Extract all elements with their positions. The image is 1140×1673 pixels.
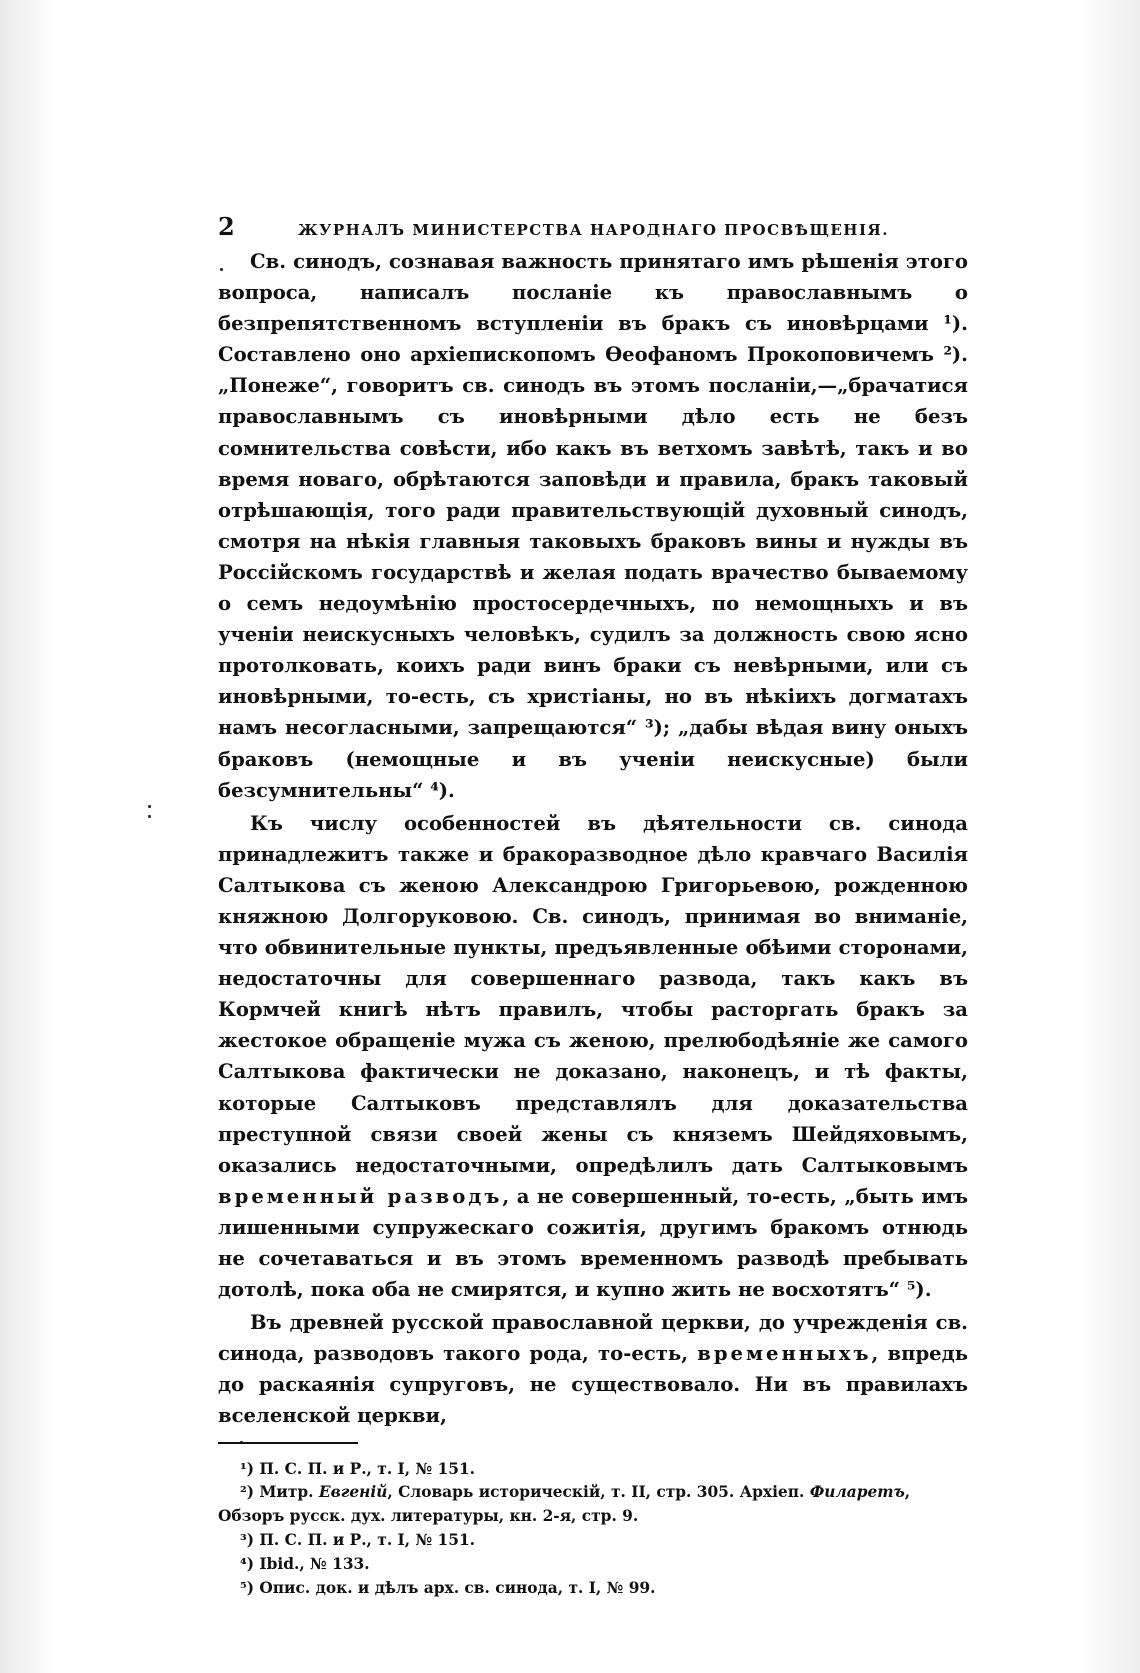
footnote-author-2: Филаретъ	[809, 1483, 905, 1502]
paragraph-2-text-a: Къ числу особенностей въ дѣятельности св. синода принадлежитъ также и бракоразводное дѣло кравчаго Василія Салтыкова съ женою Александрою Григорьевою, рожденною княжною Долгоруковою. Св. синодъ, принимая во вниманіе, что обвинительные пункты, предъявленные обѣими сторонами, недостаточны для совершеннаго развода, такъ какъ въ Кормчей книгѣ нѣтъ правилъ, чтобы расторгать бракъ за жестокое обращеніе мужа съ женою, прелюбодѣяніе же самого Салтыкова фактически не доказано, наконецъ, и тѣ факты, которые Салтыковъ представлялъ для доказательства преступной связи своей жены съ княземъ Шейдяховымъ, оказались недостаточными, опредѣлилъ дать Салтыковымъ	[218, 811, 968, 1177]
footnote-mark: ⁵)	[240, 1578, 255, 1597]
footnote-text-a: Митр.	[259, 1483, 319, 1502]
paragraph-3-text-b: , впредь до раскаянія супруговъ, не существовало. Ни въ правилахъ вселенской церкви,	[218, 1342, 969, 1428]
page-number: 2	[218, 212, 235, 241]
scan-right-edge	[1078, 0, 1140, 1673]
paragraph-3-emphasis: временныхъ	[697, 1342, 872, 1366]
footnote-5	[240, 1577, 968, 1601]
footnote-text-b: , Словарь историческій, т. II, стр. 305. Архіеп.	[387, 1483, 810, 1502]
paragraph-3	[218, 1307, 968, 1431]
paragraph-1: Св. синодъ, сознавая важность принятаго имъ рѣшенія этого вопроса, написалъ посланіе къ православнымъ о безпрепятственномъ вступленіи въ бракъ съ иновѣрцами ¹). Составлено оно архіепископомъ Ѳеофаномъ Прокоповичемъ ²). „Понеже“, говоритъ св. синодъ въ этомъ посланіи,—„брачатися православнымъ съ иновѣрными дѣло есть не безъ сомнительства совѣсти, ибо какъ въ ветхомъ завѣтѣ, такъ и во время новаго, обрѣтаются заповѣди и правила, бракъ таковый отрѣшающія, того ради правительствующій духовный синодъ, смотря на нѣкія главныя таковыхъ браковъ вины и нужды въ Россійскомъ государствѣ и желая подать врачество бываемому о семъ недоумѣнію простосердечныхъ, по немощныхъ и въ ученіи неискусныхъ человѣкъ, судилъ за должность свою ясно протолковать, коихъ ради винъ браки съ невѣрными, или съ иновѣрными, то-есть, съ христіаны, но въ нѣкіихъ догматахъ намъ несогласными, запрещаются“ ³); „дабы вѣдая вину оныхъ браковъ (немощные и въ ученіи неискусные) были безсумнительны“ ⁴).	[218, 250, 968, 802]
footnote-text-c: ,	[904, 1483, 911, 1502]
footnote-mark: ³)	[240, 1530, 255, 1549]
footnote-author-1: Евгеній	[318, 1483, 388, 1502]
paragraph-2-text-b: , а не совершенный, то-есть, „быть имъ лишенными супружескаго сожитія, другимъ бракомъ отнюдь не сочетаваться и въ этомъ временномъ разводѣ пребывать дотолѣ, пока оба не смирятся, и купно жить не восхотятъ“ ⁵).	[218, 1184, 968, 1302]
footnote-text: Ibid., № 133.	[259, 1554, 370, 1573]
scan-speck	[148, 805, 151, 808]
footnote-text: П. С. П. и Р., т. I, № 151.	[259, 1459, 476, 1478]
footnote-2	[218, 1481, 968, 1529]
paragraph-2	[218, 808, 968, 1306]
footnote-rule	[218, 1442, 358, 1444]
footnote-mark: ²)	[240, 1483, 255, 1502]
footnote-3	[240, 1529, 968, 1553]
footnote-text: П. С. П. и Р., т. I, № 151.	[259, 1530, 476, 1549]
footnote-1	[240, 1458, 968, 1482]
journal-title: ЖУРНАЛЪ МИНИСТЕРСТВА НАРОДНАГО ПРОСВѢЩЕНІЯ.	[298, 221, 889, 239]
paragraph-2-emphasis: временный разводъ	[218, 1184, 503, 1208]
footnote-continuation: Обзоръ русск. дух. литературы, кн. 2-я, стр. 9.	[218, 1507, 639, 1526]
book-page	[218, 212, 968, 1600]
footnote-mark: ¹)	[240, 1459, 255, 1478]
footnote-text: Опис. док. и дѣлъ арх. св. синода, т. I, № 99.	[259, 1578, 656, 1597]
footnotes	[218, 1458, 968, 1601]
body-text	[218, 246, 968, 1432]
paragraph-3-text-a: Въ древней русской православной церкви, до учрежденія св. синода, разводовъ такого рода, то-есть,	[218, 1311, 968, 1366]
footnote-mark: ⁴)	[240, 1554, 255, 1573]
running-head	[218, 212, 968, 246]
footnote-4	[240, 1553, 968, 1577]
scan-speck	[148, 815, 151, 818]
scan-left-edge	[0, 0, 58, 1673]
